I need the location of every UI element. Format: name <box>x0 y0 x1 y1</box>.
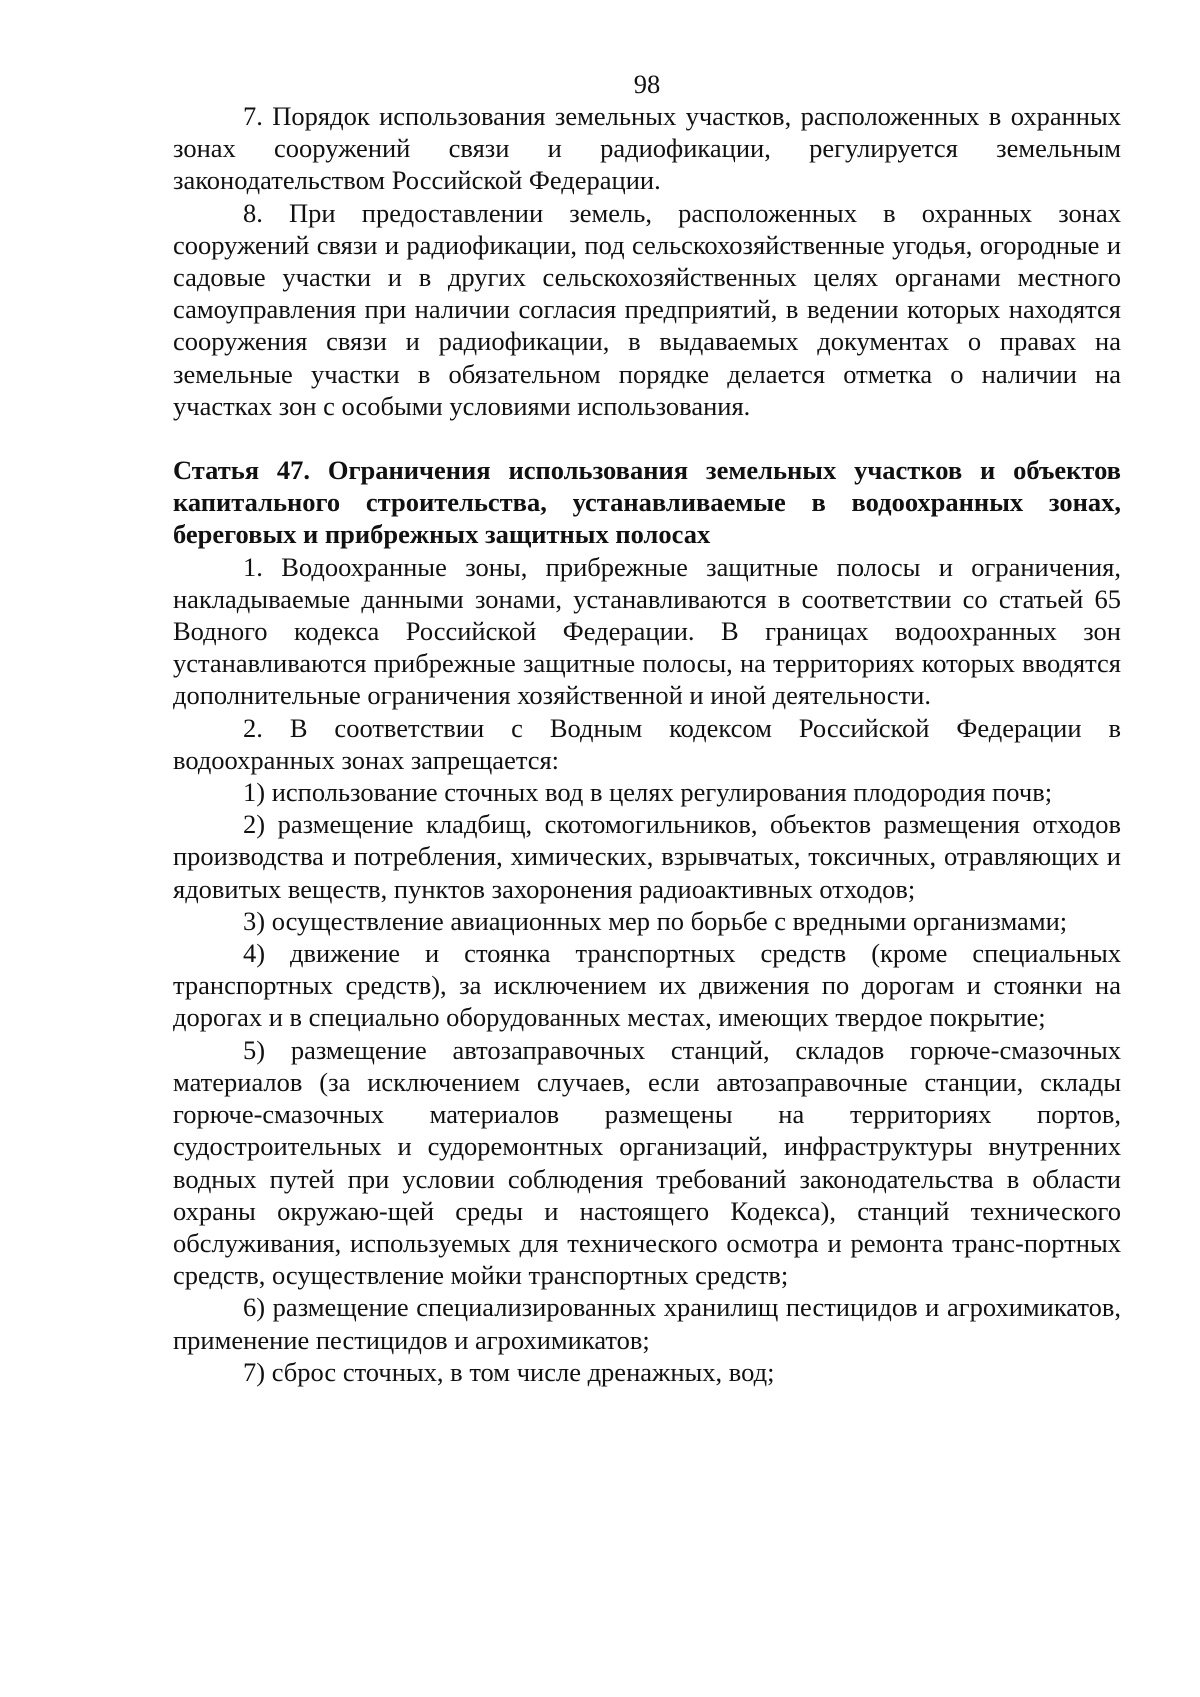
list-item-4: 4) движение и стоянка транспортных средств (кроме специальных транспортных средств), за исключением их движения по дорогам и стоянки на дорогах и в специально оборудованных местах, имеющих твердое покрытие; <box>173 938 1121 1033</box>
paragraph-7: 7. Порядок использования земельных участков, расположенных в охранных зонах сооружений связи и радиофикации, регулируется земельным законодательством Российской Федерации. <box>173 101 1121 196</box>
list-item-3: 3) осуществление авиационных мер по борьбе с вредными организмами; <box>243 905 1068 936</box>
paragraph-8: 8. При предоставлении земель, расположенных в охранных зонах сооружений связи и радиофикации, под сельскохозяйственные угодья, огородные и садовые участки и в других сельскохозяйственных целях органами местного самоуправления при наличии согласия предприятий, в ведении которых находятся сооружения связи и радиофикации, в выдаваемых документах о правах на земельные участки в обязательном порядке делается отметка о наличии на участках зон с особыми условиями использования. <box>173 197 1121 421</box>
list-item-7: 7) сброс сточных, в том числе дренажных, вод; <box>243 1356 775 1387</box>
page-number: 98 <box>633 69 661 99</box>
list-item-1: 1) использование сточных вод в целях регулирования плодородия почв; <box>243 777 1053 808</box>
list-item-5: 5) размещение автозаправочных станций, складов горюче-смазочных материалов (за исключением случаев, если автозаправочные станции, склады горюче-смазочных материалов размещены на территориях портов, судостроительных и судоремонтных организаций, инфраструктуры внутренних водных путей при условии соблюдения требований законодательства в области охраны окружаю-щей среды и настоящего Кодекса), станций технического обслуживания, используемых для технического осмотра и ремонта транс-портных средств, осуществление мойки транспортных средств; <box>173 1034 1121 1291</box>
document-page <box>173 68 1121 1388</box>
article-heading: Статья 47. Ограничения использования земельных участков и объектов капитального строительства, устанавливаемые в водоохранных зонах, береговых и прибрежных защитных полосах <box>173 455 1121 550</box>
article-paragraph-2: 2. В соответствии с Водным кодексом Российской Федерации в водоохранных зонах запрещается: <box>173 712 1121 775</box>
list-item-2: 2) размещение кладбищ, скотомогильников, объектов размещения отходов производства и потребления, химических, взрывчатых, токсичных, отравляющих и ядовитых веществ, пунктов захоронения радиоактивных отходов; <box>173 809 1121 904</box>
list-item-6: 6) размещение специализированных хранилищ пестицидов и агрохимикатов, применение пестицидов и агрохимикатов; <box>173 1292 1121 1355</box>
article-paragraph-1: 1. Водоохранные зоны, прибрежные защитные полосы и ограничения, накладываемые данными зонами, устанавливаются в соответствии со статьей 65 Водного кодекса Российской Федерации. В границах водоохранных зон устанавливаются прибрежные защитные полосы, на территориях которых вводятся дополнительные ограничения хозяйственной и иной деятельности. <box>173 551 1121 711</box>
